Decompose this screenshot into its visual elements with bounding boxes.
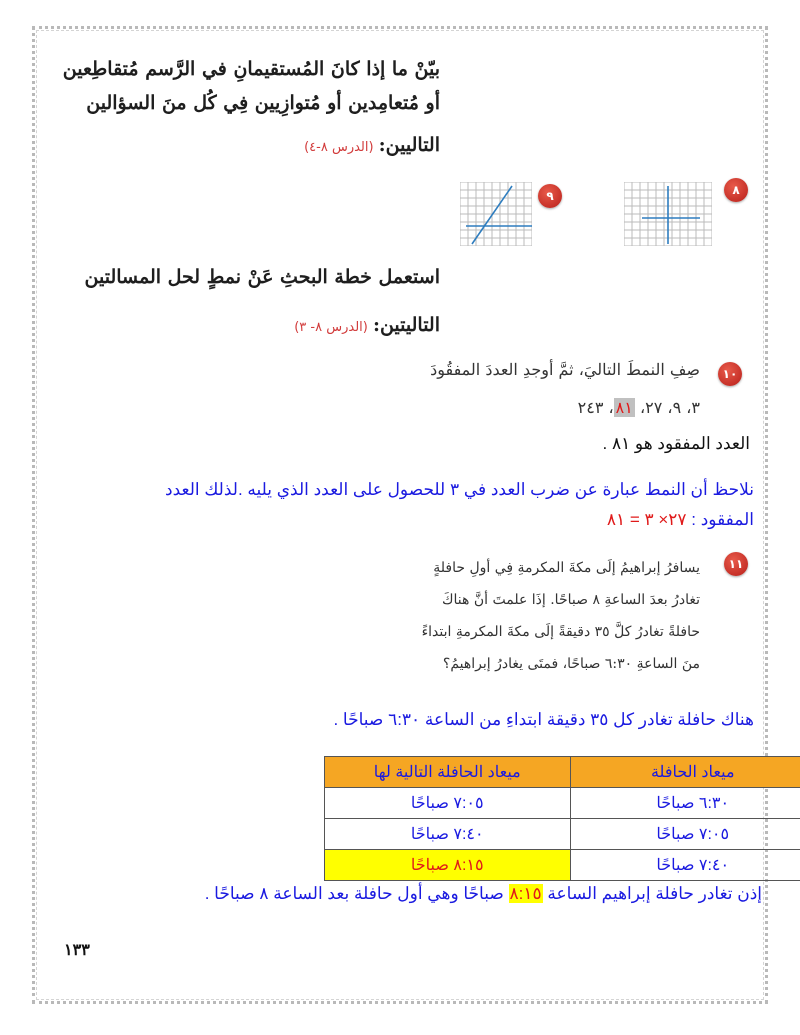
sequence-part-1: ٣، ٩، ٢٧، [639, 398, 700, 417]
problem-11-line-2: تغادرُ بعدَ الساعةِ ٨ صباحًا. إذَا علمتَ أنَّ هناكَ [442, 592, 700, 608]
problem-11-line-3: حافلةً تغادرُ كلَّ ٣٥ دقيقةً إلَى مكةَ المكرمةِ ابتداءً [421, 624, 700, 640]
problem-8-badge: ٨ [724, 178, 748, 202]
header-next-bus-time: ميعاد الحافلة التالية لها [325, 757, 571, 788]
problem-10-answer-3 [34, 510, 754, 530]
table-cell: ٧:٤٠ صباحًا [325, 819, 571, 850]
instruction-line-2: أو مُتعامِدين أو مُتوازِيين فِي كُل منَ السؤالين [86, 92, 440, 114]
instruction-line-1: بيّنْ ما إذا كانَ المُستقيمانِ في الرَّسم مُتقاطِعين [62, 58, 440, 80]
page-number: ١٣٣ [64, 942, 90, 959]
problem-8-grid [624, 182, 712, 246]
table-row [325, 850, 800, 881]
instruction-line-3-main: التاليين: [378, 134, 440, 156]
instruction-line-3 [60, 134, 440, 156]
lesson-reference-2: (الدرس ٨- ٣) [294, 320, 368, 335]
conclusion-part-a: إذن تغادر حافلة إبراهيم الساعة [547, 884, 762, 903]
header-bus-time: ميعاد الحافلة [570, 757, 800, 788]
table-row [325, 819, 800, 850]
table-cell-highlighted: ٨:١٥ صباحًا [325, 850, 571, 881]
table-cell: ٧:٤٠ صباحًا [570, 850, 800, 881]
answer-3-equation: ٢٧× ٣ = ٨١ [606, 510, 687, 529]
section-2-subtitle [40, 314, 440, 336]
table-cell: ٧:٠٥ صباحًا [325, 788, 571, 819]
sequence-missing-number: ٨١ [615, 398, 633, 417]
table-header-row [325, 757, 800, 788]
section-2-title: استعمل خطة البحثِ عَنْ نمطٍ لحل المسالتين [84, 266, 440, 288]
problem-11-line-1: يسافرُ إبراهيمُ إلَى مكةَ المكرمةِ فِي أولِ حافلةٍ [433, 560, 700, 576]
answer-3-label: المفقود : [691, 510, 754, 529]
problem-10-question: صِفِ النمطَ التاليَ، ثمَّ أوجدِ العددَ المفقُودَ [430, 360, 700, 379]
lesson-reference-1: (الدرس ٨-٤) [304, 140, 374, 155]
table-cell: ٦:٣٠ صباحًا [570, 788, 800, 819]
problem-11-answer-intro: هناك حافلة تغادر كل ٣٥ دقيقة ابتداءِ من الساعة ٦:٣٠ صباحًا . [333, 710, 754, 729]
problem-10-badge: ١٠ [718, 362, 742, 386]
problem-10-sequence [280, 398, 700, 417]
conclusion-time-highlight: ٨:١٥ [509, 884, 542, 903]
conclusion-part-b: صباحًا وهي أول حافلة بعد الساعة ٨ صباحًا . [204, 884, 504, 903]
table-cell: ٧:٠٥ صباحًا [570, 819, 800, 850]
section-2-subtitle-main: التاليتين: [372, 314, 440, 336]
problem-9-grid [460, 182, 532, 246]
problem-10-answer-2: نلاحظ أن النمط عبارة عن ضرب العدد في ٣ للحصول على العدد الذي يليه .لذلك العدد [165, 480, 754, 499]
problem-11-badge: ١١ [724, 552, 748, 576]
table-row [325, 788, 800, 819]
problem-10-answer-1: العدد المفقود هو ٨١ . [602, 434, 750, 453]
sequence-part-2: ، ٢٤٣ [577, 398, 614, 417]
bus-schedule-table [324, 756, 800, 881]
problem-11-line-4: منَ الساعةِ ٦:٣٠ صباحًا، فمتَى يغادرُ إبراهيمُ؟ [442, 656, 700, 672]
problem-9-badge: ٩ [538, 184, 562, 208]
problem-11-conclusion [32, 884, 762, 904]
